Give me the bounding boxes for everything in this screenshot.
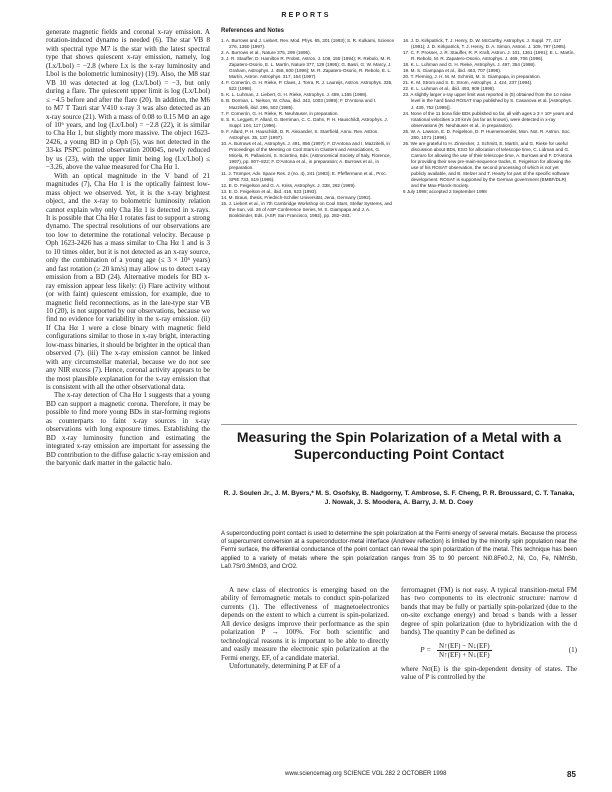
reference-item: 25. W. A. Lawson, E. D. Feigelson, D. P. Huenemoerder, Mon. Not. R. Astron. Soc. 280, 1071 (1996).: [403, 128, 571, 140]
reference-item: 18. K. L. Luhman and G. H. Rieke, Astrophys. J. 497, 354 (1998).: [403, 62, 536, 68]
paragraph: With an optical magnitude in the V band of 21 magnitudes (7), Cha Hα 1 is the optically faintest low-mass object we observed. Yet, it is the x-ray brightest object, and the x-ray to bolometric luminosity relation cannot explain why only Cha Hα 1 is detected in x-rays. It is possible that Cha Hα 1 rotates fast to support a strong dynamo. The spectral resolutions of our observations are too low to determine the rotational velocity. Because ρ Oph 1623-2426 has a mass similar to Cha Hα 1 and is 3 to 10 times older, but it is not detected as an x-ray source, only the combination of a young age (≤ 3 × 10⁶ years) and fast rotation (≥ 20 km/s) may allow us to detect x-ray emission from a BD (24). Alternative models for BD x-ray emission appear less likely: (i) Flare activity without (or with faint) quiescent emission, for example, due to magnetic field reconnections, as in the late-type star VB 10 (20), is not supported by our observations, because we find no evidence for variability in the x-ray emission. (ii) If Cha Hα 1 were a close binary with magnetic field configurations similar to those in x-ray bright, interacting low-mass binaries, it should be brighter in the optical than observed (7). (iii) The x-ray emission cannot be linked with any circumstellar material, because we do not see any NIR excess (7). Hence, coronal activity appears to be the most plausible explanation for the x-ray emission that is consistent with all the other observational data.: [46, 171, 211, 392]
reference-item: 21. K. M. Strom and S. E. Strom, Astrophys. J. 424, 237 (1994).: [403, 80, 533, 86]
reference-item: 22. K. L. Luhman et al., ibid. 493, 909 (1998).: [403, 86, 496, 92]
references-heading: References and Notes: [221, 28, 285, 34]
paragraph: ferromagnet (FM) is not easy. A typical transition-metal FM has two components to its electronic structure: narrow d bands that may be fully or partially spin-polarized (due to the on-site exchange energy) and broad s bands with a lesser degree of spin polarization (due to hybridization with the d bands). The quantity P can be defined as: [401, 586, 577, 637]
reference-item: 26. We are grateful to H. Zinnecker, J. Schmitt, E. Martín, and G. Rieke for useful discussion about BDs, ESO for allocation of telescope time, C. Lidman and G. Carraro for allowing the use of their telescope time, A. Burrows and F. D'Antona for providing their new pre-main-sequence tracks, E. Feigelson for allowing the use of his ROSAT observation, the second processing of which is not yet publicly available, and B. Stelzer and T. Hearty for part of the specific software development. ROSAT is supported by the German government (BMBF/DLR) and the Max-Planck-Society.: [403, 140, 573, 189]
reference-item: 17. C. F. Prosser, J. R. Stauffer, R. P. Kraft, Astron. J. 101, 1361 (1991); E. L. Martín, R. Rebolo, M. R. Zapatero-Osorio, Astrophys. J. 469, 706 (1996).: [403, 50, 575, 62]
section-divider: [221, 424, 577, 425]
references-column-b: [403, 38, 575, 195]
reference-item: 12. E. D. Feigelson and G. A. Kriss, Astrophys. J. 338, 262 (1989).: [221, 183, 356, 189]
body-column-right: [401, 586, 577, 682]
reference-item: 5. K. L. Luhman, J. Liebert, G. H. Rieke, Astrophys. J. 489, L165 (1998).: [221, 92, 368, 98]
equation-denominator: N↑(EF) + N↓(EF): [439, 651, 490, 660]
section-header: REPORTS: [281, 12, 331, 19]
paragraph: where Nσ(E) is the spin-dependent density of states. The value of P is controlled by the: [401, 664, 577, 682]
reference-item: 13. E. D. Feigelson et al., ibid. 416, 623 (1993).: [221, 189, 318, 195]
reference-item: 6. B. Dorman, L. Nelson, W. Chau, ibid. 342, 1003 (1989); F. D'Antona and I. Mazzitelli, ibid. 296, 502 (1985).: [221, 98, 377, 110]
left-text-column: [46, 28, 210, 468]
equation-lhs: P =: [420, 646, 431, 655]
paragraph: The x-ray detection of Cha Hα 1 suggests that a young BD can support a magnetic corona. Therefore, it may be possible to find more young BDs in star-forming regions as counterparts to faint x-ray sources in x-ray observations with long exposure times. Establishing the BD x-ray luminosity function and estimating the integrated x-ray emission are important for assessing the BD contribution to the diffuse galactic x-ray emission and the baryonic dark matter in the galactic halo.: [46, 391, 210, 468]
equation-numerator: N↑(EF) − N↓(EF): [439, 641, 490, 650]
reference-item: 19. M. S. Giampapa et al., ibid. 463, 707 (1996).: [403, 68, 502, 74]
footer-journal-line: www.sciencemag.org SCIENCE VOL 282 2 OCTOBER 1998: [285, 771, 447, 777]
equation-fraction: [437, 642, 492, 660]
article-title: Measuring the Spin Polarization of a Metal with a Superconducting Point Contact: [236, 429, 562, 462]
reference-item: 23. A slightly larger x-ray upper limit was reported in (5) obtained from the 1σ noise level in the hard band ROSAT map published by S. Casanova et al. [Astrophys. J. 439, 752 (1995)].: [403, 92, 572, 110]
references-column-a: [221, 38, 395, 219]
reference-item: 4. F. Comerón, G. H. Rieke, P. Claes, J. Torra, R. J. Laureijs, Astron. Astrophys. 335, 522 (1998).: [221, 80, 393, 92]
reference-item: 8. S. K. Leggett, F. Allard, G. Berriman, C. C. Dahn, P. H. Hauschildt, Astrophys. J. Suppl. 104, 117 (1996).: [221, 116, 388, 128]
reference-item: 1. A. Burrows and J. Liebert, Rev. Mod. Phys. 65, 301 (1993); S. R. Kulkarni, Science 276, 1350 (1997).: [221, 38, 395, 50]
reference-item: 20. T. Fleming, J. H. M. M. Schmitt, M. S. Giampapa, in preparation.: [403, 74, 541, 80]
equation-number: (1): [568, 646, 577, 655]
reference-item: 11. J. Trümper, Adv. Space Res. 2 (no. 4), 241 (1983); E. Pfeffermann et al., Proc. SPIE 733, 519 (1986).: [221, 171, 387, 183]
body-column-left: [221, 586, 389, 671]
article-authors: R. J. Soulen Jr., J. M. Byers,* M. S. Osofsky, B. Nadgorny, T. Ambrose, S. F. Cheng, P. R. Broussard, C. T. Tanaka, J. Nowak, J. S. Moodera, A. Barry, J. M. D. Coey: [223, 490, 575, 506]
article-abstract: A superconducting point contact is used to determine the spin polarization at the Fermi energy of several metals. Because the process of supercurrent conversion at a superconductor-metal interface (Andreev reflection) is limited by the minority spin population near the Fermi surface, the differential conductance of the point contact can reveal the spin polarization of the metal. This technique has been applied to a variety of metals where the spin polarization ranges from 35 to 90 percent: Ni0.8Fe0.2, Ni, Co, Fe, NiMnSb, La0.7Sr0.3MnO3, and CrO2.: [221, 531, 577, 570]
reference-item: 14. M. Braun, thesis, Friedrich-Schiller Universität, Jena, Germany (1992).: [221, 195, 372, 201]
reference-item: 24. None of the 11 bona fide BDs published so far, all with ages ≥ 3 × 10⁶ years and rotational velocities ≥ 20 km/s (as far as known), were detected in x-ray observations (R. Neuhäuser et al., in preparation).: [403, 110, 574, 128]
reference-item: 9. F. Allard, P. H. Hauschildt, D. R. Alexander, S. Starrfield, Annu. Rev. Astron. Astrophys. 35, 137 (1997).: [221, 128, 379, 140]
reference-item: 16. J. D. Kirkpatrick, T. J. Henry, D. W. McCarthy, Astrophys. J. Suppl. 77, 417 (1991); J. D. Kirkpatrick, T. J. Henry, D. A. Simon, Astron. J. 109, 797 (1995).: [403, 38, 567, 50]
paragraph: generate magnetic fields and coronal x-ray emission. A rotation-induced dynamo is needed (6). The star VB 8 with spectral type M7 is the star with the latest spectral type that shows quiescent x-ray emission, namely, log (Lx/Lbol) = −2.8 (where Lx is the x-ray luminosity and Lbol is the bolometric luminosity) (19). Also, the M8 star VB 10 was detected at log (Lx/Lbol) = −3, but only during a flare. The quiescent upper limit is log (Lx/Lbol) ≤ −4.5 before and after the flare (20). In addition, the M6 to M7 T Tauri star V410 x-ray 3 was also detected as an x-ray source (21). With a mass of 0.08 to 0.15 M⊙ an age of 10⁶ years, and log (Lx/Lbol) = −2.8 (22), it is similar to Cha Hα 1, but slightly more massive. The object 1623-2426, a young BD in ρ Oph (5), was not detected in the 33-ks PSPC pointed observation 200045, newly reduced by us (23), with the upper limit being log (Lx/Lbol) ≤ −3.26, above the value measured for Cha Hα 1.: [46, 28, 210, 172]
page-number: 85: [567, 770, 576, 779]
reference-item: 10. A. Burrows et al., Astrophys. J. 491, 856 (1997); F. D'Antona and I. Mazzitelli, in Proceedings of the Meeting on Cool Stars in Clusters and Associations, G. Micela, R. Pallavicini, S. Sciortino, Eds. (Astronomical Society of Italy, Florence, 1997), pp. 807–822; F. D'Antona et al., in preparation; A. Burrows et al., in preparation.: [221, 140, 391, 170]
paragraph: Unfortunately, determining P at EF of a: [229, 662, 341, 671]
reference-item: 15. J. Liebert et al., in 7th Cambridge Workshop on Cool Stars, Stellar Systems, and the Sun, vol. 26 of ASP Conference Series, M. S. Giampapa and J. A. Bookbinder, Eds. (ASP, San Francisco, 1992), pp. 282–283.: [221, 201, 392, 219]
dateline: 6 July 1998; accepted 2 September 1998: [403, 189, 487, 195]
reference-item: 3. J. R. Stauffer, D. Hamilton R. Probst, Astron. J. 108, 155 (1994); R. Rebolo, M. R. Zapatero-Osorio, E. L. Martín, Nature 377, 129 (1995); G. Basri, G. W. Marcy, J. Graham, Astrophys. J. 458, 600 (1996); M. R. Zapatero-Osorio, R. Rebolo, E. L. Martín, Astron. Astrophys. 317, 164 (1997).: [221, 56, 392, 80]
reference-item: 2. A. Burrows et al., Nature 375, 299 (1995).: [221, 50, 311, 56]
reference-item: 7. F. Comerón, G. H. Rieke, R. Neuhäuser, in preparation.: [221, 110, 339, 116]
equation-1: [401, 639, 577, 663]
paragraph: A new class of electronics is emerging based on the ability of ferromagnetic metals to conduct spin-polarized currents (1). The effectiveness of magnetoelectronics depends on the extent to which a current is spin-polarized. All device designs improve their performance as the spin polarization P → 100%. For both scientific and technological reasons it is important to be able to directly and easily measure the electronic spin polarization at the Fermi energy, EF, of a candidate material.: [221, 586, 389, 662]
